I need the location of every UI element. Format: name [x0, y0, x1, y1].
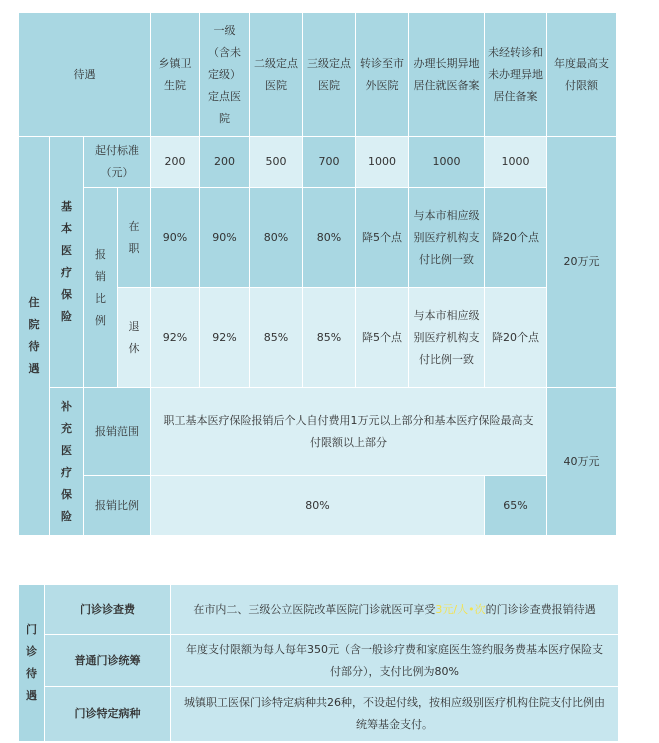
working-value-3: 80% — [250, 188, 303, 288]
retired-label — [118, 288, 151, 388]
section-inpatient-label: 住院待遇 — [28, 296, 40, 375]
outpatient-row-1-text-before: 在市内二、三级公立医院改革医院门诊就医可享受 — [193, 602, 436, 616]
section-outpatient — [19, 585, 45, 742]
qifu-value-4: 700 — [303, 137, 356, 188]
section-outpatient-label: 门诊待遇 — [26, 623, 37, 702]
retired-value-5: 降5个点 — [356, 288, 409, 388]
outpatient-row-1-label: 门诊诊查费 — [45, 585, 171, 635]
header-col-2: 一级（含未定级）定点医院 — [200, 13, 250, 137]
basic-limit: 20万元 — [547, 137, 617, 388]
header-treatment: 待遇 — [19, 13, 151, 137]
supplementary-limit: 40万元 — [547, 388, 617, 536]
basic-insurance — [50, 137, 84, 388]
qifu-value-6: 1000 — [409, 137, 485, 188]
outpatient-row-2-label: 普通门诊统筹 — [45, 635, 171, 687]
working-value-1: 90% — [151, 188, 200, 288]
working-value-4: 80% — [303, 188, 356, 288]
qifu-value-3: 500 — [250, 137, 303, 188]
header-col-6: 办理长期异地居住就医备案 — [409, 13, 485, 137]
basic-insurance-label: 基本医疗保险 — [61, 200, 72, 323]
retired-value-4: 85% — [303, 288, 356, 388]
qifu-label: 起付标准（元） — [84, 137, 151, 188]
supplementary-insurance — [50, 388, 84, 536]
qifu-value-7: 1000 — [485, 137, 547, 188]
outpatient-row-1-text-after: 的门诊诊查费报销待遇 — [485, 602, 596, 616]
outpatient-benefits-table — [18, 584, 619, 742]
retired-value-7: 降20个点 — [485, 288, 547, 388]
outpatient-row-3-label: 门诊特定病种 — [45, 687, 171, 742]
retired-value-2: 92% — [200, 288, 250, 388]
qifu-value-2: 200 — [200, 137, 250, 188]
qifu-value-5: 1000 — [356, 137, 409, 188]
working-value-6: 与本市相应级别医疗机构支付比例一致 — [409, 188, 485, 288]
supplementary-insurance-label: 补充医疗保险 — [61, 399, 72, 523]
working-value-2: 90% — [200, 188, 250, 288]
hospitalization-benefits-table — [18, 12, 617, 536]
qifu-value-1: 200 — [151, 137, 200, 188]
header-col-8: 年度最高支付限额 — [547, 13, 617, 137]
header-col-5: 转诊至市外医院 — [356, 13, 409, 137]
header-col-7: 未经转诊和未办理异地居住备案 — [485, 13, 547, 137]
header-col-1: 乡镇卫生院 — [151, 13, 200, 137]
scope-text: 职工基本医疗保险报销后个人自付费用1万元以上部分和基本医疗保险最高支付限额以上部分 — [151, 388, 547, 476]
working-label — [118, 188, 151, 288]
scope-label: 报销范围 — [84, 388, 151, 476]
section-inpatient — [19, 137, 50, 536]
outpatient-row-2-text: 年度支付限额为每人每年350元（含一般诊疗费和家庭医生签约服务费基本医疗保险支付部分），支付比例为80% — [171, 635, 619, 687]
retired-value-6: 与本市相应级别医疗机构支付比例一致 — [409, 288, 485, 388]
retired-value-1: 92% — [151, 288, 200, 388]
retired-label-text: 退休 — [128, 319, 140, 355]
header-col-3: 二级定点医院 — [250, 13, 303, 137]
outpatient-row-3-text: 城镇职工医保门诊特定病种共26种，不设起付线，按相应级别医疗机构住院支付比例由统筹基金支付。 — [171, 687, 619, 742]
working-label-text: 在职 — [128, 219, 140, 255]
header-col-4: 三级定点医院 — [303, 13, 356, 137]
outpatient-row-1-highlight: 3元/人•次 — [435, 602, 486, 616]
supp-ratio-label: 报销比例 — [84, 476, 151, 536]
ratio-label — [84, 188, 118, 388]
retired-value-3: 85% — [250, 288, 303, 388]
supp-ratio-other: 65% — [485, 476, 547, 536]
supp-ratio-main: 80% — [151, 476, 485, 536]
ratio-label-text: 报销比例 — [95, 247, 106, 327]
working-value-7: 降20个点 — [485, 188, 547, 288]
outpatient-row-1-text — [171, 585, 619, 635]
working-value-5: 降5个点 — [356, 188, 409, 288]
